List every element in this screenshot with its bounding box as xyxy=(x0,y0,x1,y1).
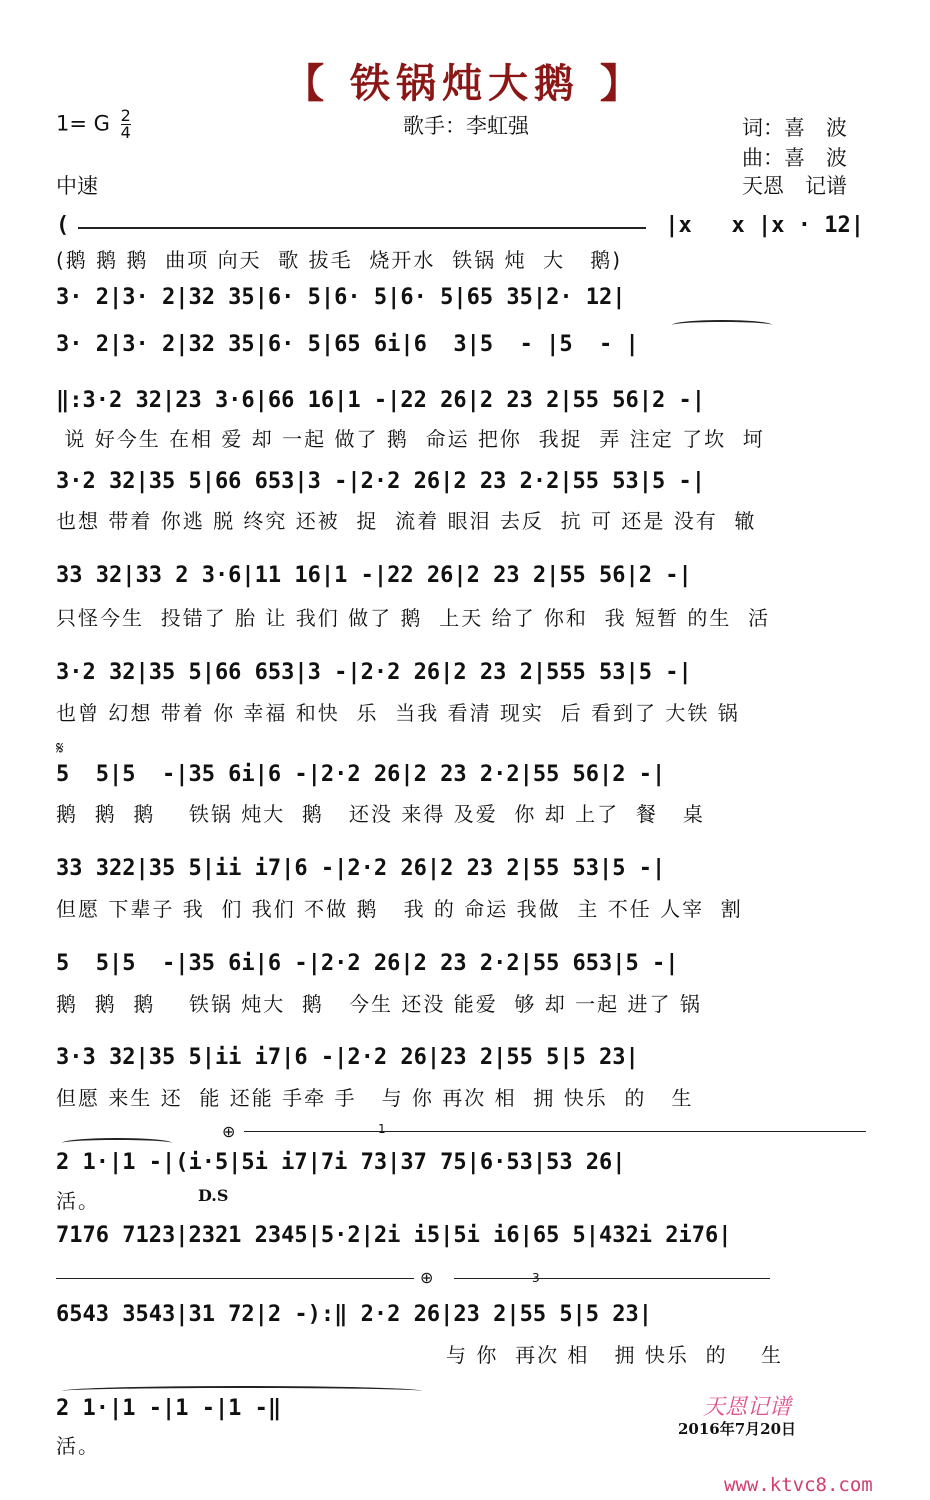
verse-notes-8: 3·3 32|35 5|ii i7|6 -|2·2 26|23 2|55 5|5 23| xyxy=(56,1045,639,1070)
ds-label: D.S xyxy=(198,1186,229,1205)
singer: 歌手：李虹强 xyxy=(403,114,529,138)
key-prefix: 1= G xyxy=(56,111,110,136)
coda-lyrics-1: 活。 xyxy=(56,1189,100,1213)
coda-lyrics-3: 与 你 再次 相 拥 快乐 的 生 xyxy=(446,1343,784,1367)
logo-stamp: 天恩记谱 xyxy=(703,1395,792,1420)
verse-lyrics-4: 也曾 幻想 带着 你 幸福 和快 乐 当我 看清 现实 后 看到了 大铁 锅 xyxy=(56,701,740,725)
intro-notes-3: 3· 2|3· 2|32 35|6· 5|65 6i|6 3|5 - |5 - | xyxy=(56,332,639,357)
segno-icon: 𝄋 xyxy=(56,738,64,759)
time-numerator: 2 xyxy=(120,106,131,125)
coda-lyrics-4: 活。 xyxy=(56,1434,100,1458)
intro-notes-2: 3· 2|3· 2|32 35|6· 5|6· 5|6· 5|65 35|2· 12| xyxy=(56,285,626,310)
time-signature xyxy=(121,108,131,141)
composer: 曲：喜 波 xyxy=(742,146,847,170)
verse-lyrics-8: 但愿 来生 还 能 还能 手牵 手 与 你 再次 相 拥 快乐 的 生 xyxy=(56,1086,694,1110)
triplet-bracket xyxy=(454,1278,770,1279)
verse-notes-4: 3·2 32|35 5|66 653|3 -|2·2 26|2 23 2|555 53|5 -| xyxy=(56,660,692,685)
verse-notes-3: 33 32|33 2 3·6|11 16|1 -|22 26|2 23 2|55 56|2 -| xyxy=(56,563,692,588)
volta-bracket xyxy=(56,1278,414,1279)
verse-notes-2: 3·2 32|35 5|66 653|3 -|2·2 26|2 23 2·2|55 53|5 -| xyxy=(56,469,706,494)
verse-notes-1: ‖:3·2 32|23 3·6|66 16|1 -|22 26|2 23 2|55 56|2 -| xyxy=(56,388,706,413)
page-title: 【 铁锅炖大鹅 】 xyxy=(284,61,646,107)
coda-icon: ⊕ xyxy=(222,1122,236,1141)
key-signature xyxy=(56,108,131,141)
time-denominator: 4 xyxy=(120,123,131,142)
verse-notes-7: 5 5|5 -|35 6i|6 -|2·2 26|2 23 2·2|55 653|5 -| xyxy=(56,951,679,976)
transcription-date: 2016年7月20日 xyxy=(678,1420,797,1438)
intro-lyrics-1: (鹅 鹅 鹅 曲项 向天 歌 拔毛 烧开水 铁锅 炖 大 鹅) xyxy=(56,248,623,272)
verse-lyrics-1: 说 好今生 在相 爱 却 一起 做了 鹅 命运 把你 我捉 弄 注定 了坎 坷 xyxy=(56,427,765,451)
tempo: 中速 xyxy=(56,174,98,198)
verse-notes-6: 33 322|35 5|ii i7|6 -|2·2 26|2 23 2|55 53|5 -| xyxy=(56,856,666,881)
coda-notes-3: 6543 3543|31 72|2 -):‖ 2·2 26|23 2|55 5|5 23| xyxy=(56,1302,653,1327)
intro-notes-1: ( |x x |x · 12| xyxy=(56,213,864,238)
verse-lyrics-5: 鹅 鹅 鹅 铁锅 炖大 鹅 还没 来得 及爱 你 却 上了 餐 桌 xyxy=(56,802,705,826)
website-watermark: www.ktvc8.com xyxy=(724,1474,873,1496)
coda-icon: ⊕ xyxy=(420,1268,434,1287)
slur xyxy=(672,320,772,330)
coda-notes-4: 2 1·|1 -|1 -|1 -‖ xyxy=(56,1396,282,1421)
verse-notes-5: 5 5|5 -|35 6i|6 -|2·2 26|2 23 2·2|55 56|2 -| xyxy=(56,762,666,787)
volta-label: 1 xyxy=(378,1122,386,1136)
volta-bracket xyxy=(244,1131,866,1132)
verse-lyrics-3: 只怪今生 投错了 胎 让 我们 做了 鹅 上天 给了 你和 我 短暂 的生 活 xyxy=(56,606,771,630)
lyricist: 词：喜 波 xyxy=(742,116,847,140)
verse-lyrics-2: 也想 带着 你逃 脱 终究 还被 捉 流着 眼泪 去反 抗 可 还是 没有 辙 xyxy=(56,509,757,533)
coda-notes-2: 7176 7123|2321 2345|5·2|2i i5|5i i6|65 5|432i 2i76| xyxy=(56,1223,732,1248)
slur xyxy=(62,1138,172,1148)
transcriber: 天恩 记谱 xyxy=(742,174,847,198)
triplet-label: 3 xyxy=(532,1271,540,1285)
slur xyxy=(62,1386,422,1396)
verse-lyrics-7: 鹅 鹅 鹅 铁锅 炖大 鹅 今生 还没 能爱 够 却 一起 进了 锅 xyxy=(56,992,702,1016)
verse-lyrics-6: 但愿 下辈子 我 们 我们 不做 鹅 我 的 命运 我做 主 不任 人宰 割 xyxy=(56,897,743,921)
coda-notes-1: 2 1·|1 -|(i·5|5i i7|7i 73|37 75|6·53|53 26| xyxy=(56,1150,626,1175)
